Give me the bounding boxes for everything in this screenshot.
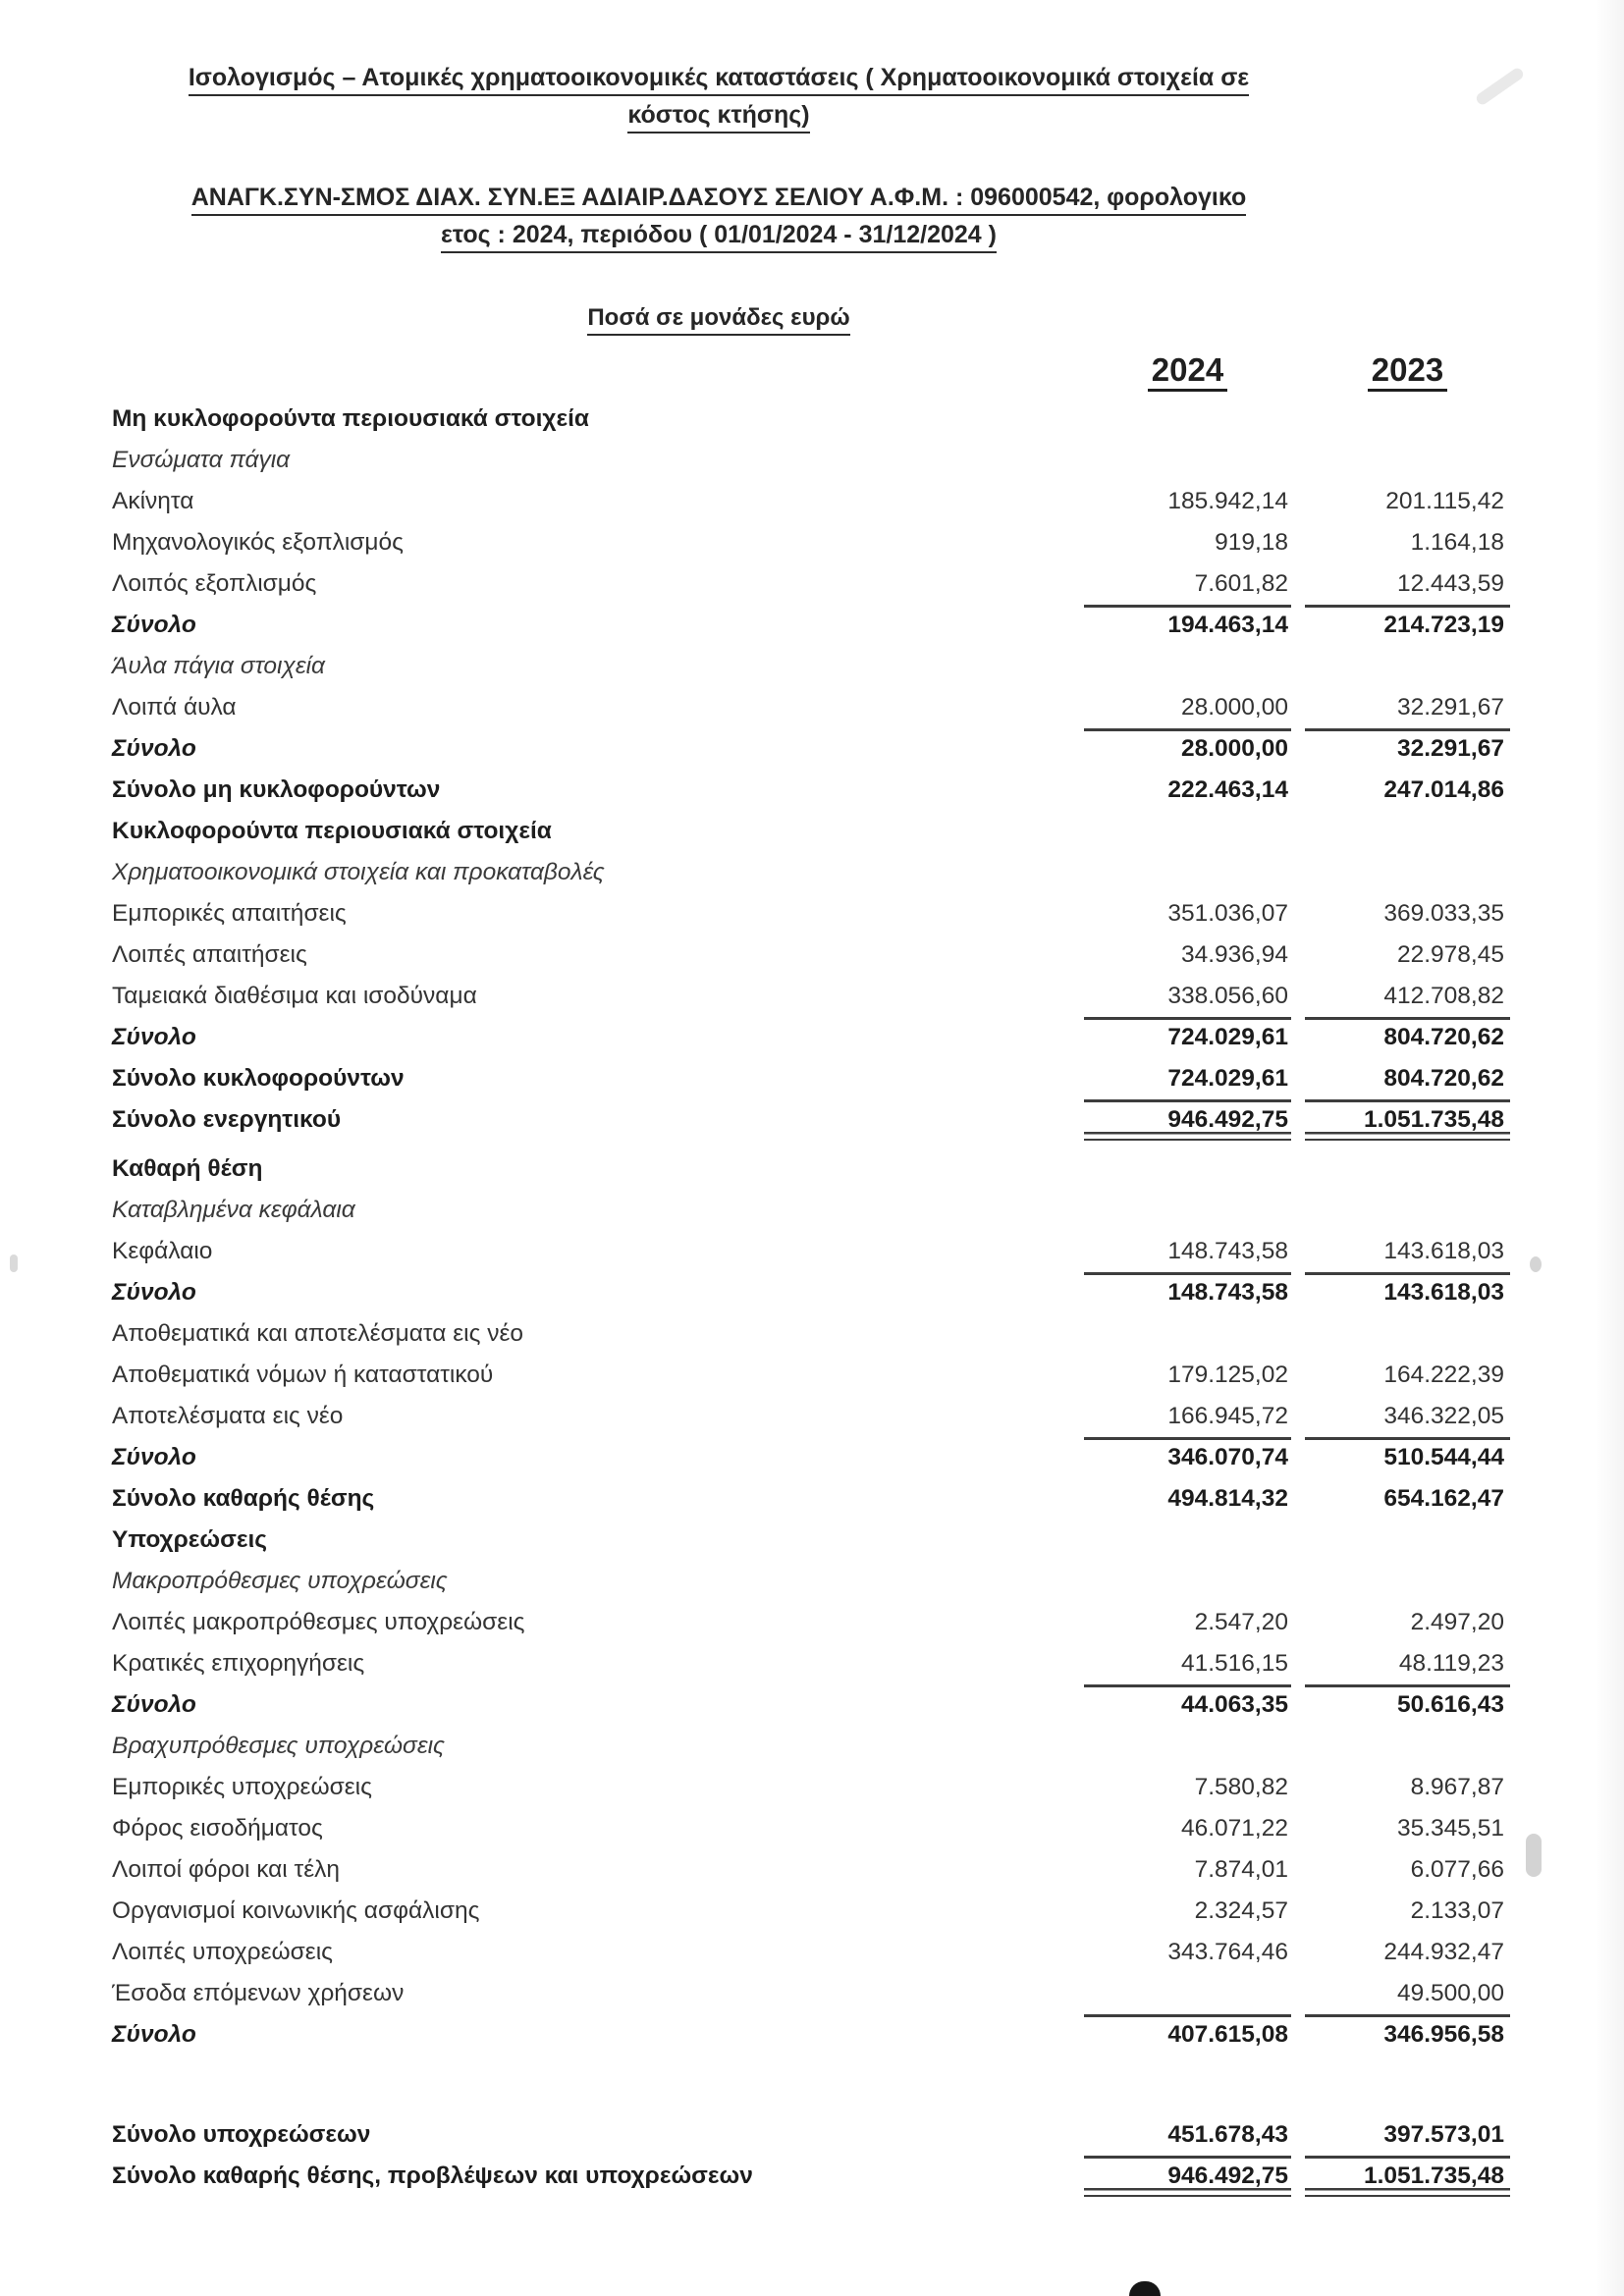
table-row [0, 2156, 1624, 2205]
value-2024 [1084, 852, 1291, 893]
value-2024: 222.463,14 [1167, 776, 1288, 803]
row-label: Σύνολο [112, 1691, 196, 1718]
table-row [0, 1355, 1624, 1396]
scan-artifact [1475, 66, 1526, 106]
value-2023: 654.162,47 [1383, 1485, 1504, 1512]
row-label: Κυκλοφορούντα περιουσιακά στοιχεία [112, 818, 552, 844]
value-2023: 8.967,87 [1410, 1774, 1504, 1800]
value-2024: 194.463,14 [1167, 612, 1288, 638]
table-row [0, 893, 1624, 934]
value-2023: 369.033,35 [1383, 900, 1504, 927]
table-row [0, 1808, 1624, 1849]
table-row [0, 646, 1624, 687]
value-2023: 244.932,47 [1383, 1939, 1504, 1965]
value-2024: 34.936,94 [1181, 941, 1288, 968]
value-2023: 412.708,82 [1305, 976, 1510, 1020]
row-label: Σύνολο υποχρεώσεων [112, 2121, 371, 2148]
row-label: Σύνολο [112, 2021, 196, 2048]
value-2024: 28.000,00 [1181, 735, 1288, 762]
row-label: Αποθεματικά νόμων ή καταστατικού [112, 1362, 494, 1388]
row-label: Υποχρεώσεις [112, 1526, 268, 1553]
table-row [0, 1520, 1624, 1561]
table-row [0, 1932, 1624, 1973]
row-label: Εμπορικές απαιτήσεις [112, 900, 347, 927]
document-title-line2: κόστος κτήσης) [110, 96, 1327, 133]
table-row [0, 811, 1624, 852]
entity-heading [110, 179, 1327, 253]
value-2023 [1305, 852, 1510, 893]
row-label: Αποθεματικά και αποτελέσματα εις νέο [112, 1320, 524, 1347]
value-2024: 343.764,46 [1167, 1939, 1288, 1965]
row-label: Ακίνητα [112, 488, 194, 514]
row-label: Μακροπρόθεσμες υποχρεώσεις [112, 1568, 448, 1594]
row-label: Οργανισμοί κοινωνικής ασφάλισης [112, 1897, 480, 1924]
value-2024: 351.036,07 [1167, 900, 1288, 927]
document-title-line1: Ισολογισμός – Ατομικές χρηματοοικονομικές καταστάσεις ( Χρηματοοικονομικά στοιχεία σε [110, 59, 1327, 96]
value-2024: 451.678,43 [1084, 2114, 1291, 2159]
row-label: Μη κυκλοφορούντα περιουσιακά στοιχεία [112, 405, 589, 432]
value-2024: 28.000,00 [1084, 687, 1291, 731]
value-2024: 407.615,08 [1167, 2021, 1288, 2048]
row-label: Σύνολο κυκλοφορούντων [112, 1065, 405, 1092]
scan-artifact [1129, 2281, 1161, 2296]
value-2024: 946.492,75 [1084, 2156, 1291, 2197]
row-label: Βραχυπρόθεσμες υποχρεώσεις [112, 1733, 445, 1759]
table-row [0, 2014, 1624, 2056]
table-row [0, 770, 1624, 811]
table-row [0, 1891, 1624, 1932]
value-2023: 214.723,19 [1383, 612, 1504, 638]
value-2023 [1305, 440, 1510, 481]
table-row [0, 1849, 1624, 1891]
table-row [0, 605, 1624, 646]
table-row [0, 852, 1624, 893]
value-2023: 22.978,45 [1397, 941, 1504, 968]
balance-table-body [0, 399, 1624, 2205]
value-2023: 804.720,62 [1383, 1024, 1504, 1050]
row-label: Σύνολο ενεργητικού [112, 1106, 342, 1133]
value-2023: 143.618,03 [1383, 1279, 1504, 1306]
value-2024: 41.516,15 [1084, 1643, 1291, 1687]
row-label: Σύνολο [112, 1279, 196, 1306]
value-2023 [1305, 399, 1510, 440]
value-2024 [1084, 1313, 1291, 1355]
value-2024: 919,18 [1215, 529, 1288, 556]
row-label: Λοιπός εξοπλισμός [112, 570, 317, 597]
table-row [0, 1478, 1624, 1520]
value-2023: 247.014,86 [1383, 776, 1504, 803]
table-row [0, 1017, 1624, 1058]
value-2024: 2.324,57 [1194, 1897, 1288, 1924]
value-2023: 49.500,00 [1305, 1973, 1510, 2017]
section-gap [0, 2056, 1624, 2114]
value-2024 [1084, 1973, 1291, 2017]
value-2024: 148.743,58 [1167, 1279, 1288, 1306]
row-label: Λοιπές μακροπρόθεσμες υποχρεώσεις [112, 1609, 525, 1635]
value-2024: 2.547,20 [1194, 1609, 1288, 1635]
row-label: Σύνολο [112, 735, 196, 762]
table-row [0, 1190, 1624, 1231]
row-label: Κεφάλαιο [112, 1238, 213, 1264]
value-2023 [1305, 811, 1510, 852]
value-2023 [1305, 1561, 1510, 1602]
row-label: Κρατικές επιχορηγήσεις [112, 1650, 365, 1677]
value-2023 [1305, 1726, 1510, 1767]
table-row [0, 1684, 1624, 1726]
table-row [0, 1561, 1624, 1602]
table-row [0, 522, 1624, 563]
value-2024: 148.743,58 [1084, 1231, 1291, 1275]
row-label: Σύνολο καθαρής θέσης, προβλέψεων και υποχρεώσεων [112, 2163, 753, 2189]
table-row [0, 481, 1624, 522]
value-2024: 338.056,60 [1084, 976, 1291, 1020]
balance-sheet-table [0, 342, 1624, 2205]
table-row [0, 1099, 1624, 1148]
value-2023: 48.119,23 [1305, 1643, 1510, 1687]
row-label: Χρηματοοικονομικά στοιχεία και προκαταβολές [112, 859, 605, 885]
value-2023: 346.322,05 [1305, 1396, 1510, 1440]
value-2024: 946.492,75 [1084, 1099, 1291, 1141]
value-2023 [1305, 1148, 1510, 1190]
value-2024 [1084, 440, 1291, 481]
row-label: Λοιπά άυλα [112, 694, 237, 721]
value-2024 [1084, 1148, 1291, 1190]
table-row [0, 1313, 1624, 1355]
value-2023: 32.291,67 [1305, 687, 1510, 731]
value-2023: 143.618,03 [1305, 1231, 1510, 1275]
row-label: Σύνολο [112, 1444, 196, 1470]
value-2024: 7.580,82 [1194, 1774, 1288, 1800]
row-label: Έσοδα επόμενων χρήσεων [112, 1980, 405, 2006]
table-row [0, 728, 1624, 770]
value-2023: 164.222,39 [1383, 1362, 1504, 1388]
value-2024: 346.070,74 [1167, 1444, 1288, 1470]
value-2023: 50.616,43 [1397, 1691, 1504, 1718]
value-2024 [1084, 1561, 1291, 1602]
entity-heading-line1: ΑΝΑΓΚ.ΣΥΝ-ΣΜΟΣ ΔΙΑΧ. ΣΥΝ.ΕΞ ΑΔΙΑΙΡ.ΔΑΣΟΥΣ ΣΕΛΙΟΥ Α.Φ.Μ. : 096000542, φορολογικο [110, 179, 1327, 216]
value-2024 [1084, 646, 1291, 687]
value-2023: 804.720,62 [1305, 1058, 1510, 1102]
value-2023: 510.544,44 [1383, 1444, 1504, 1470]
table-row [0, 1231, 1624, 1272]
document-title [110, 0, 1327, 133]
table-row [0, 934, 1624, 976]
table-row [0, 1396, 1624, 1437]
row-label: Αποτελέσματα εις νέο [112, 1403, 344, 1429]
row-label: Μηχανολογικός εξοπλισμός [112, 529, 404, 556]
table-row [0, 1148, 1624, 1190]
value-2023: 1.051.735,48 [1305, 2156, 1510, 2197]
row-label: Σύνολο καθαρής θέσης [112, 1485, 375, 1512]
value-2024: 44.063,35 [1181, 1691, 1288, 1718]
row-label: Εμπορικές υποχρεώσεις [112, 1774, 372, 1800]
table-row [0, 399, 1624, 440]
table-row [0, 563, 1624, 605]
table-row [0, 2114, 1624, 2156]
row-label: Άυλα πάγια στοιχεία [112, 653, 326, 679]
table-row [0, 1726, 1624, 1767]
value-2023: 12.443,59 [1305, 563, 1510, 608]
row-label: Σύνολο μη κυκλοφορούντων [112, 776, 441, 803]
value-2023: 346.956,58 [1383, 2021, 1504, 2048]
value-2023 [1305, 646, 1510, 687]
table-row [0, 1437, 1624, 1478]
value-2024: 46.071,22 [1181, 1815, 1288, 1842]
value-2024 [1084, 811, 1291, 852]
value-2023: 35.345,51 [1397, 1815, 1504, 1842]
row-label: Φόρος εισοδήματος [112, 1815, 323, 1842]
value-2024: 179.125,02 [1167, 1362, 1288, 1388]
value-2024: 185.942,14 [1167, 488, 1288, 514]
table-row [0, 1602, 1624, 1643]
value-2024 [1084, 399, 1291, 440]
value-2024: 166.945,72 [1084, 1396, 1291, 1440]
value-2023: 2.133,07 [1410, 1897, 1504, 1924]
value-2023: 397.573,01 [1305, 2114, 1510, 2159]
table-row [0, 440, 1624, 481]
table-row [0, 1058, 1624, 1099]
value-2023: 2.497,20 [1410, 1609, 1504, 1635]
value-2024: 494.814,32 [1167, 1485, 1288, 1512]
value-2023 [1305, 1190, 1510, 1231]
row-label: Σύνολο [112, 612, 196, 638]
row-label: Σύνολο [112, 1024, 196, 1050]
value-2023: 32.291,67 [1397, 735, 1504, 762]
value-2023: 1.164,18 [1410, 529, 1504, 556]
value-2023: 201.115,42 [1385, 488, 1504, 514]
entity-heading-line2: ετος : 2024, περιόδου ( 01/01/2024 - 31/12/2024 ) [110, 216, 1327, 253]
column-header-2024: 2024 [1084, 342, 1291, 402]
value-2024 [1084, 1520, 1291, 1561]
row-label: Ταμειακά διαθέσιμα και ισοδύναμα [112, 983, 477, 1009]
column-header-row [0, 342, 1624, 399]
row-label: Καθαρή θέση [112, 1155, 263, 1182]
table-row [0, 1272, 1624, 1313]
row-label: Καταβλημένα κεφάλαια [112, 1197, 355, 1223]
value-2024 [1084, 1190, 1291, 1231]
value-2024: 724.029,61 [1084, 1058, 1291, 1102]
table-row [0, 976, 1624, 1017]
row-label: Ενσώματα πάγια [112, 447, 291, 473]
row-label: Λοιπές απαιτήσεις [112, 941, 307, 968]
value-2024: 724.029,61 [1167, 1024, 1288, 1050]
column-header-2023: 2023 [1305, 342, 1510, 402]
units-note: Ποσά σε μονάδες ευρώ [110, 302, 1327, 334]
value-2023 [1305, 1520, 1510, 1561]
table-row [0, 687, 1624, 728]
table-row [0, 1973, 1624, 2014]
row-label: Λοιποί φόροι και τέλη [112, 1856, 341, 1883]
value-2024 [1084, 1726, 1291, 1767]
row-label: Λοιπές υποχρεώσεις [112, 1939, 333, 1965]
table-row [0, 1767, 1624, 1808]
value-2023: 6.077,66 [1410, 1856, 1504, 1883]
value-2024: 7.601,82 [1084, 563, 1291, 608]
table-row [0, 1643, 1624, 1684]
value-2023 [1305, 1313, 1510, 1355]
value-2024: 7.874,01 [1194, 1856, 1288, 1883]
value-2023: 1.051.735,48 [1305, 1099, 1510, 1141]
